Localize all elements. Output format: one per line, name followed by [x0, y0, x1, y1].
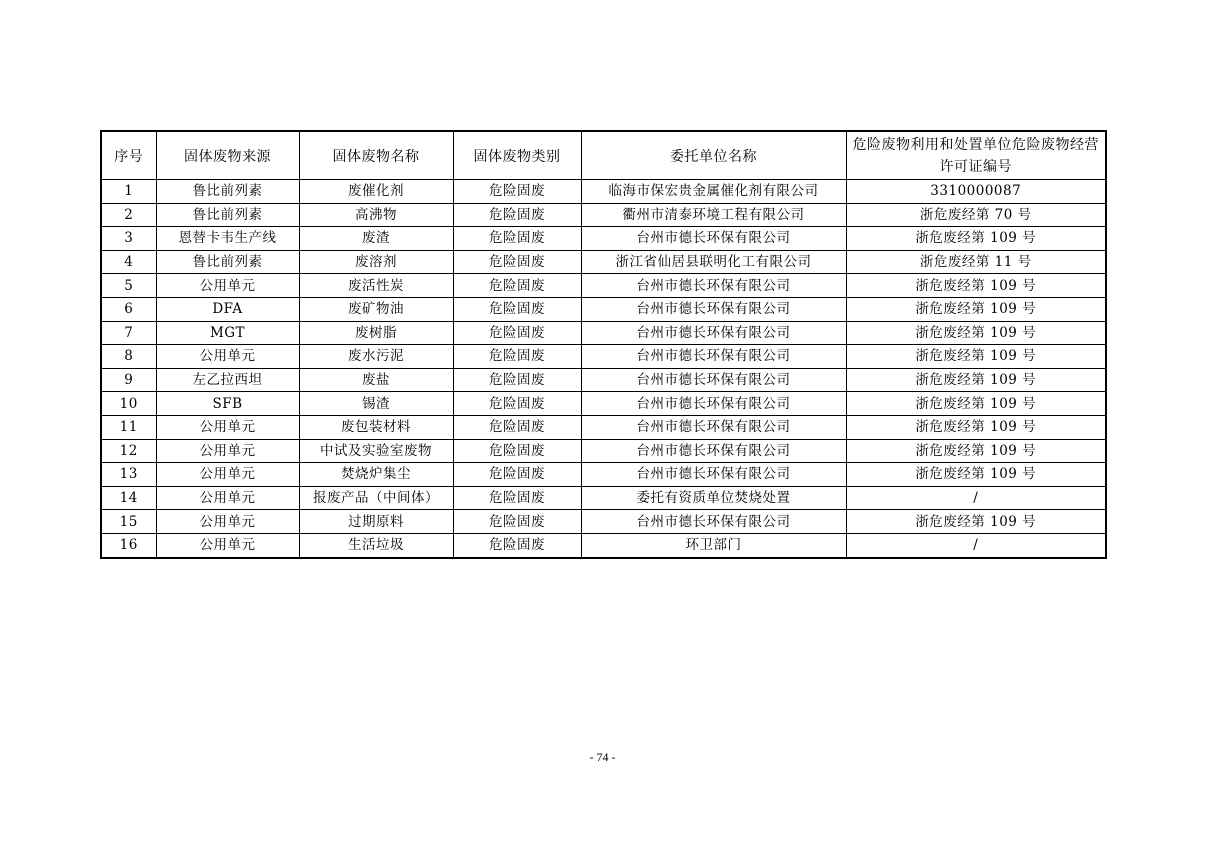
- waste-source-cell: 公用单元: [156, 274, 299, 298]
- table-row: [101, 345, 1106, 369]
- license-number-cell: 3310000087: [846, 180, 1106, 204]
- waste-source-cell: 公用单元: [156, 510, 299, 534]
- waste-category-cell: 危险固废: [453, 533, 581, 557]
- table-row: [101, 297, 1106, 321]
- waste-category-cell: 危险固废: [453, 274, 581, 298]
- waste-source-cell: DFA: [156, 297, 299, 321]
- contracted-unit-cell: 台州市德长环保有限公司: [581, 439, 846, 463]
- contracted-unit-cell: 台州市德长环保有限公司: [581, 227, 846, 251]
- waste-category-cell: 危险固废: [453, 439, 581, 463]
- header-waste-category: 固体废物类别: [453, 131, 581, 180]
- serial-number-cell: 13: [101, 463, 156, 487]
- waste-name-cell: 废树脂: [299, 321, 453, 345]
- table-header: [101, 131, 1106, 180]
- waste-category-cell: 危险固废: [453, 392, 581, 416]
- header-serial-number: 序号: [101, 131, 156, 180]
- waste-category-cell: 危险固废: [453, 463, 581, 487]
- waste-source-cell: 恩替卡韦生产线: [156, 227, 299, 251]
- waste-name-cell: 废溶剂: [299, 250, 453, 274]
- table-row: [101, 321, 1106, 345]
- serial-number-cell: 16: [101, 533, 156, 557]
- contracted-unit-cell: 台州市德长环保有限公司: [581, 510, 846, 534]
- license-number-cell: 浙危废经第 70 号: [846, 203, 1106, 227]
- waste-source-cell: 公用单元: [156, 486, 299, 510]
- serial-number-cell: 14: [101, 486, 156, 510]
- waste-source-cell: 公用单元: [156, 463, 299, 487]
- serial-number-cell: 15: [101, 510, 156, 534]
- serial-number-cell: 10: [101, 392, 156, 416]
- waste-source-cell: 公用单元: [156, 415, 299, 439]
- license-number-cell: 浙危废经第 109 号: [846, 297, 1106, 321]
- waste-category-cell: 危险固废: [453, 321, 581, 345]
- waste-name-cell: 过期原料: [299, 510, 453, 534]
- contracted-unit-cell: 环卫部门: [581, 533, 846, 557]
- header-license-number: 危险废物利用和处置单位危险废物经营许可证编号: [846, 131, 1106, 180]
- table-row: [101, 274, 1106, 298]
- license-number-cell: 浙危废经第 109 号: [846, 345, 1106, 369]
- serial-number-cell: 5: [101, 274, 156, 298]
- waste-category-cell: 危险固废: [453, 345, 581, 369]
- table-row: [101, 392, 1106, 416]
- waste-category-cell: 危险固废: [453, 368, 581, 392]
- waste-category-cell: 危险固废: [453, 250, 581, 274]
- contracted-unit-cell: 委托有资质单位焚烧处置: [581, 486, 846, 510]
- license-number-cell: 浙危废经第 109 号: [846, 392, 1106, 416]
- table-row: [101, 486, 1106, 510]
- contracted-unit-cell: 临海市保宏贵金属催化剂有限公司: [581, 180, 846, 204]
- serial-number-cell: 11: [101, 415, 156, 439]
- license-number-cell: 浙危废经第 109 号: [846, 321, 1106, 345]
- contracted-unit-cell: 衢州市清泰环境工程有限公司: [581, 203, 846, 227]
- serial-number-cell: 6: [101, 297, 156, 321]
- waste-name-cell: 废催化剂: [299, 180, 453, 204]
- waste-source-cell: MGT: [156, 321, 299, 345]
- contracted-unit-cell: 台州市德长环保有限公司: [581, 415, 846, 439]
- header-contracted-unit: 委托单位名称: [581, 131, 846, 180]
- contracted-unit-cell: 台州市德长环保有限公司: [581, 392, 846, 416]
- serial-number-cell: 1: [101, 180, 156, 204]
- table-row: [101, 203, 1106, 227]
- solid-waste-table: [100, 130, 1107, 559]
- license-number-cell: 浙危废经第 109 号: [846, 274, 1106, 298]
- contracted-unit-cell: 台州市德长环保有限公司: [581, 463, 846, 487]
- waste-name-cell: 生活垃圾: [299, 533, 453, 557]
- license-number-cell: /: [846, 533, 1106, 557]
- serial-number-cell: 4: [101, 250, 156, 274]
- table-row: [101, 533, 1106, 557]
- waste-source-cell: SFB: [156, 392, 299, 416]
- waste-name-cell: 锡渣: [299, 392, 453, 416]
- license-number-cell: /: [846, 486, 1106, 510]
- serial-number-cell: 3: [101, 227, 156, 251]
- license-number-cell: 浙危废经第 109 号: [846, 368, 1106, 392]
- table-row: [101, 510, 1106, 534]
- table-row: [101, 180, 1106, 204]
- waste-name-cell: 废水污泥: [299, 345, 453, 369]
- waste-category-cell: 危险固废: [453, 486, 581, 510]
- contracted-unit-cell: 浙江省仙居县联明化工有限公司: [581, 250, 846, 274]
- table-row: [101, 227, 1106, 251]
- waste-name-cell: 废盐: [299, 368, 453, 392]
- table-row: [101, 415, 1106, 439]
- serial-number-cell: 9: [101, 368, 156, 392]
- waste-name-cell: 高沸物: [299, 203, 453, 227]
- table-row: [101, 439, 1106, 463]
- waste-category-cell: 危险固废: [453, 203, 581, 227]
- waste-category-cell: 危险固废: [453, 297, 581, 321]
- waste-source-cell: 鲁比前列素: [156, 180, 299, 204]
- license-number-cell: 浙危废经第 11 号: [846, 250, 1106, 274]
- waste-name-cell: 报废产品（中间体）: [299, 486, 453, 510]
- license-number-cell: 浙危废经第 109 号: [846, 510, 1106, 534]
- waste-category-cell: 危险固废: [453, 510, 581, 534]
- license-number-cell: 浙危废经第 109 号: [846, 439, 1106, 463]
- waste-name-cell: 废包装材料: [299, 415, 453, 439]
- contracted-unit-cell: 台州市德长环保有限公司: [581, 345, 846, 369]
- waste-source-cell: 公用单元: [156, 345, 299, 369]
- table-row: [101, 250, 1106, 274]
- contracted-unit-cell: 台州市德长环保有限公司: [581, 321, 846, 345]
- waste-source-cell: 公用单元: [156, 533, 299, 557]
- license-number-cell: 浙危废经第 109 号: [846, 415, 1106, 439]
- waste-name-cell: 废矿物油: [299, 297, 453, 321]
- header-waste-source: 固体废物来源: [156, 131, 299, 180]
- page-number: - 74 -: [589, 750, 616, 764]
- table-row: [101, 463, 1106, 487]
- table-row: [101, 368, 1106, 392]
- waste-category-cell: 危险固废: [453, 415, 581, 439]
- waste-category-cell: 危险固废: [453, 180, 581, 204]
- contracted-unit-cell: 台州市德长环保有限公司: [581, 297, 846, 321]
- waste-category-cell: 危险固废: [453, 227, 581, 251]
- serial-number-cell: 7: [101, 321, 156, 345]
- waste-name-cell: 焚烧炉集尘: [299, 463, 453, 487]
- serial-number-cell: 8: [101, 345, 156, 369]
- table-body: [101, 180, 1106, 558]
- contracted-unit-cell: 台州市德长环保有限公司: [581, 368, 846, 392]
- contracted-unit-cell: 台州市德长环保有限公司: [581, 274, 846, 298]
- header-row: [101, 131, 1106, 180]
- serial-number-cell: 12: [101, 439, 156, 463]
- header-waste-name: 固体废物名称: [299, 131, 453, 180]
- license-number-cell: 浙危废经第 109 号: [846, 227, 1106, 251]
- waste-name-cell: 废渣: [299, 227, 453, 251]
- waste-source-cell: 鲁比前列素: [156, 250, 299, 274]
- waste-name-cell: 废活性炭: [299, 274, 453, 298]
- waste-source-cell: 左乙拉西坦: [156, 368, 299, 392]
- license-number-cell: 浙危废经第 109 号: [846, 463, 1106, 487]
- serial-number-cell: 2: [101, 203, 156, 227]
- waste-source-cell: 公用单元: [156, 439, 299, 463]
- waste-source-cell: 鲁比前列素: [156, 203, 299, 227]
- waste-name-cell: 中试及实验室废物: [299, 439, 453, 463]
